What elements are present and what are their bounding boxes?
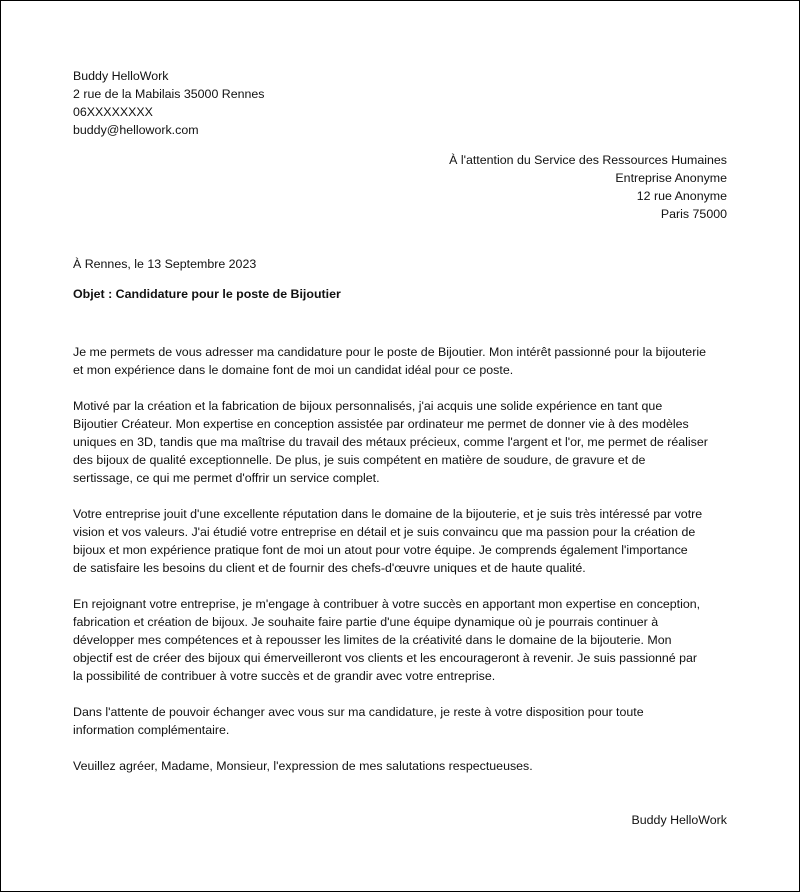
sender-block: [73, 67, 265, 139]
letter-date: À Rennes, le 13 Septembre 2023: [73, 257, 257, 271]
recipient-company: Entreprise Anonyme: [615, 171, 727, 185]
sender-phone: 06XXXXXXXX: [73, 105, 153, 119]
recipient-attention: À l'attention du Service des Ressources Humaines: [449, 153, 727, 167]
sender-name: Buddy HelloWork: [73, 69, 169, 83]
signature: Buddy HelloWork: [631, 813, 727, 827]
recipient-street: 12 rue Anonyme: [636, 189, 727, 203]
sender-email: buddy@hellowork.com: [73, 123, 199, 137]
body-paragraph: Motivé par la création et la fabrication de bijoux personnalisés, j'ai acquis une solide expérience en tant que Bijoutier Créateur. Mon expertise en conception assistée par ordinateur me permet de donner vie à des modèles uniques en 3D, tandis que ma maîtrise du travail des métaux précieux, comme l'argent et l'or, me permet de réaliser des bijoux de qualité exceptionnelle. De plus, je suis compétent en matière de soudure, de gravure et de sertissage, ce qui me permet d'offrir un service complet.: [73, 399, 708, 485]
letter-body: [73, 343, 733, 793]
body-paragraph: Dans l'attente de pouvoir échanger avec vous sur ma candidature, je reste à votre disposition pour toute information complémentaire.: [73, 705, 644, 737]
recipient-block: [449, 151, 727, 223]
body-paragraph: Je me permets de vous adresser ma candidature pour le poste de Bijoutier. Mon intérêt passionné pour la bijouterie et mon expérience dans le domaine font de moi un candidat idéal pour ce poste.: [73, 345, 706, 377]
body-paragraph: En rejoignant votre entreprise, je m'engage à contribuer à votre succès en apportant mon expertise en conception, fabrication et création de bijoux. Je souhaite faire partie d'une équipe dynamique où je pourrais continuer à développer mes compétences et à repousser les limites de la créativité dans le domaine de la bijouterie. Mon objectif est de créer des bijoux qui émerveilleront vos clients et les encourageront à revenir. Je suis passionné par la possibilité de contribuer à votre succès et de grandir avec votre entreprise.: [73, 597, 701, 683]
closing-paragraph: Veuillez agréer, Madame, Monsieur, l'expression de mes salutations respectueuses.: [73, 759, 533, 773]
body-paragraph: Votre entreprise jouit d'une excellente réputation dans le domaine de la bijouterie, et je suis très intéressé par votre vision et vos valeurs. J'ai étudié votre entreprise en détail et je suis convaincu que ma passion pour la création de bijoux et mon expérience pratique font de moi un atout pour votre équipe. Je comprends également l'importance de satisfaire les besoins du client et de fournir des chefs-d'œuvre uniques et de haute qualité.: [73, 507, 703, 575]
recipient-city: Paris 75000: [660, 207, 727, 221]
letter-subject: Objet : Candidature pour le poste de Bijoutier: [73, 287, 341, 301]
sender-address: 2 rue de la Mabilais 35000 Rennes: [73, 87, 265, 101]
